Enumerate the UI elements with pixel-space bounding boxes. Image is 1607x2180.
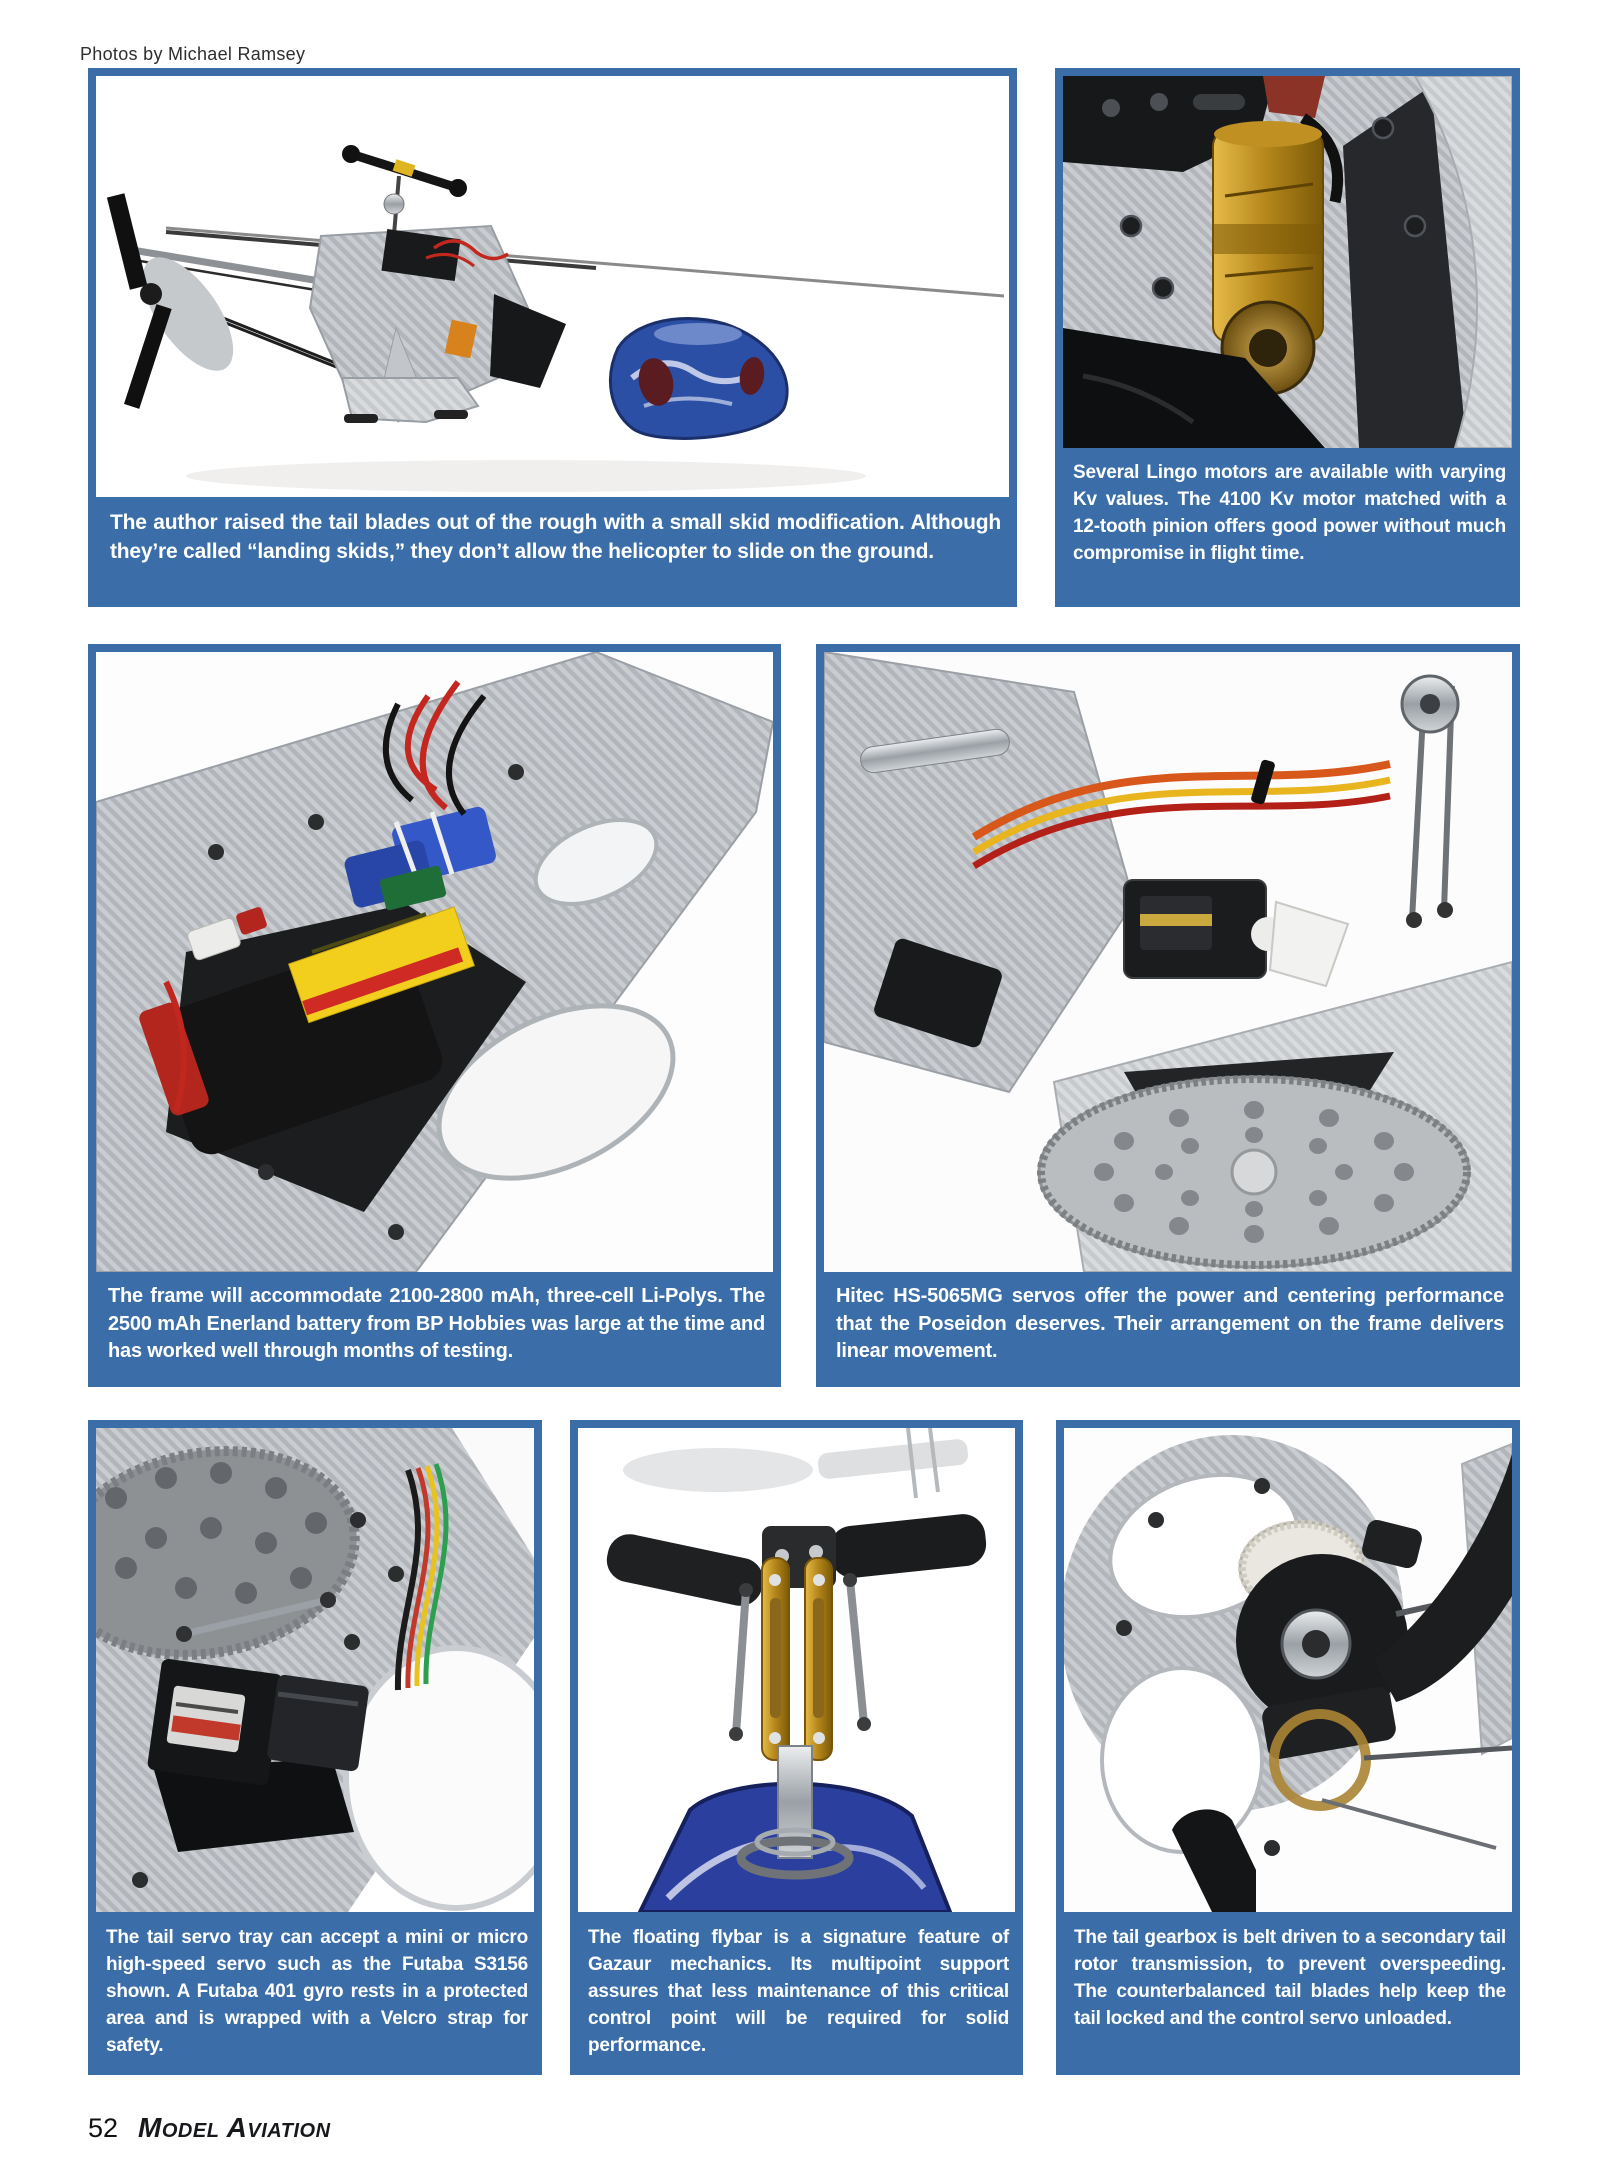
figure-tail-gearbox [1056,1420,1520,2075]
tail-gearbox-photo [1064,1428,1512,1912]
figure-hitec-servos [816,644,1520,1387]
figure-caption: The frame will accommodate 2100-2800 mAh, three-cell Li-Polys. The 2500 mAh Enerland battery from BP Hobbies was large at the time and has worked well through months of testing. [108,1285,765,1363]
helicopter-overview-photo [96,76,1009,497]
figure-caption: The author raised the tail blades out of the rough with a small skid modification. Although they’re called “landing skids,” they don’t allow the helicopter to slide on the ground. [110,511,1001,564]
hitec-servos-photo [824,652,1512,1272]
figure-caption: Hitec HS-5065MG servos offer the power and centering performance that the Poseidon deserves. Their arrangement on the frame delivers linear movement. [836,1285,1504,1363]
page-footer [88,2112,331,2144]
figure-floating-flybar [570,1420,1023,2075]
figure-caption: The tail servo tray can accept a mini or micro high-speed servo such as the Futaba S3156 shown. A Futaba 401 gyro rests in a protected area and is wrapped with a Velcro strap for safety. [106,1927,528,2056]
battery-frame-photo [96,652,773,1272]
lingo-motor-photo [1063,76,1512,448]
figure-lingo-motor [1055,68,1520,607]
photo-credit: Photos by Michael Ramsey [80,44,306,64]
page-number: 52 [88,2113,119,2143]
figure-tail-servo-tray [88,1420,542,2075]
figure-caption: The tail gearbox is belt driven to a secondary tail rotor transmission, to prevent overspeeding. The counterbalanced tail blades help keep the tail locked and the control servo unloaded. [1074,1927,1506,2029]
floating-flybar-photo [578,1428,1015,1912]
figure-caption: Several Lingo motors are available with varying Kv values. The 4100 Kv motor matched with a 12-tooth pinion offers good power without much compromise in flight time. [1073,462,1506,564]
magazine-title: Model Aviation [138,2112,331,2143]
figure-caption: The floating flybar is a signature feature of Gazaur mechanics. Its multipoint support assures that less maintenance of this critical control point will be required for solid performance. [588,1927,1009,2056]
figure-battery-frame [88,644,781,1387]
tail-servo-tray-photo [96,1428,534,1912]
figure-helicopter-overview [88,68,1017,607]
